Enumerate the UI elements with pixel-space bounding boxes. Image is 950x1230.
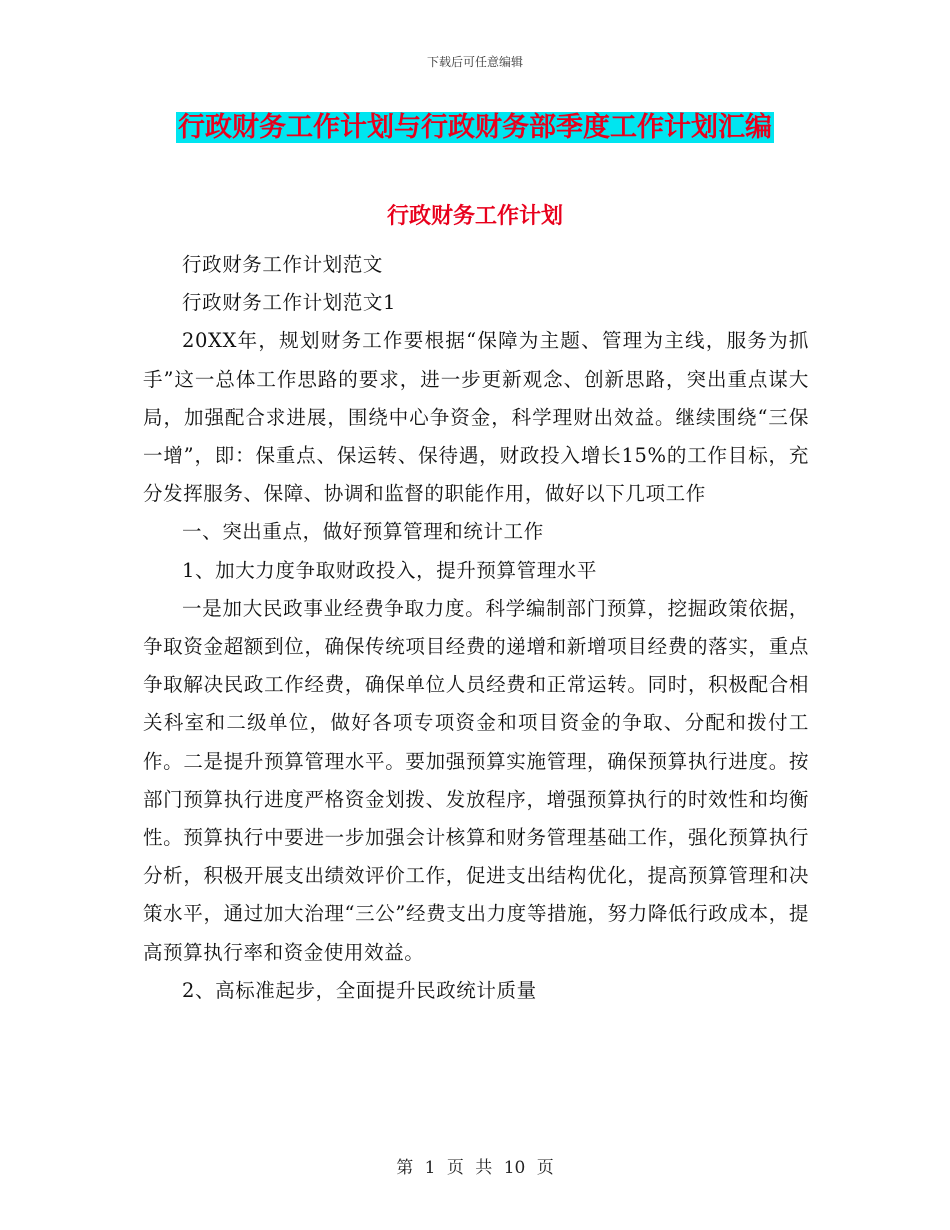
section-title: 行政财务工作计划 <box>386 203 563 229</box>
page-header-note: 下载后可任意编辑 <box>426 55 523 69</box>
paragraph: 行政财务工作计划范文 <box>182 253 384 276</box>
page-number-footer: 第 1 页 共 10 页 <box>396 1158 554 1178</box>
paragraph: 一、突出重点，做好预算管理和统计工作 <box>182 520 544 544</box>
paragraph: 2、高标准起步，全面提升民政统计质量 <box>182 978 537 1002</box>
paragraph: 1、加大力度争取财政投入，提升预算管理水平 <box>182 558 598 582</box>
paragraph: 20XX年，规划财务工作要根据“保障为主题、管理为主线，服务为抓手”这一总体工作思路的要求，进一步更新观念、创新思路，突出重点谋大局，加强配合求进展，围绕中心争资金，科学理财出效益。继续围绕“三保一增”，即：保重点、保运转、保待遇，财政投入增长15%的工作目标，充分发挥服务、保障、协调和监督的职能作用，做好以下几项工作 <box>143 329 809 506</box>
paragraph: 一是加大民政事业经费争取力度。科学编制部门预算，挖掘政策依据，争取资金超额到位，确保传统项目经费的递增和新增项目经费的落实，重点争取解决民政工作经费，确保单位人员经费和正常运转。同时，积极配合相关科室和二级单位，做好各项专项资金和项目资金的争取、分配和拨付工作。二是提升预算管理水平。要加强预算实施管理，确保预算执行进度。按部门预算执行进度严格资金划拨、发放程序，增强预算执行的时效性和均衡性。预算执行中要进一步加强会计核算和财务管理基础工作，强化预算执行分析，积极开展支出绩效评价工作，促进支出结构优化，提高预算管理和决策水平，通过加大治理“三公”经费支出力度等措施，努力降低行政成本，提高预算执行率和资金使用效益。 <box>143 596 809 964</box>
document-title-text: 行政财务工作计划与行政财务部季度工作计划汇编 <box>178 112 772 143</box>
paragraph: 行政财务工作计划范文1 <box>182 291 397 315</box>
document-body <box>143 246 809 1010</box>
document-title <box>0 110 950 146</box>
